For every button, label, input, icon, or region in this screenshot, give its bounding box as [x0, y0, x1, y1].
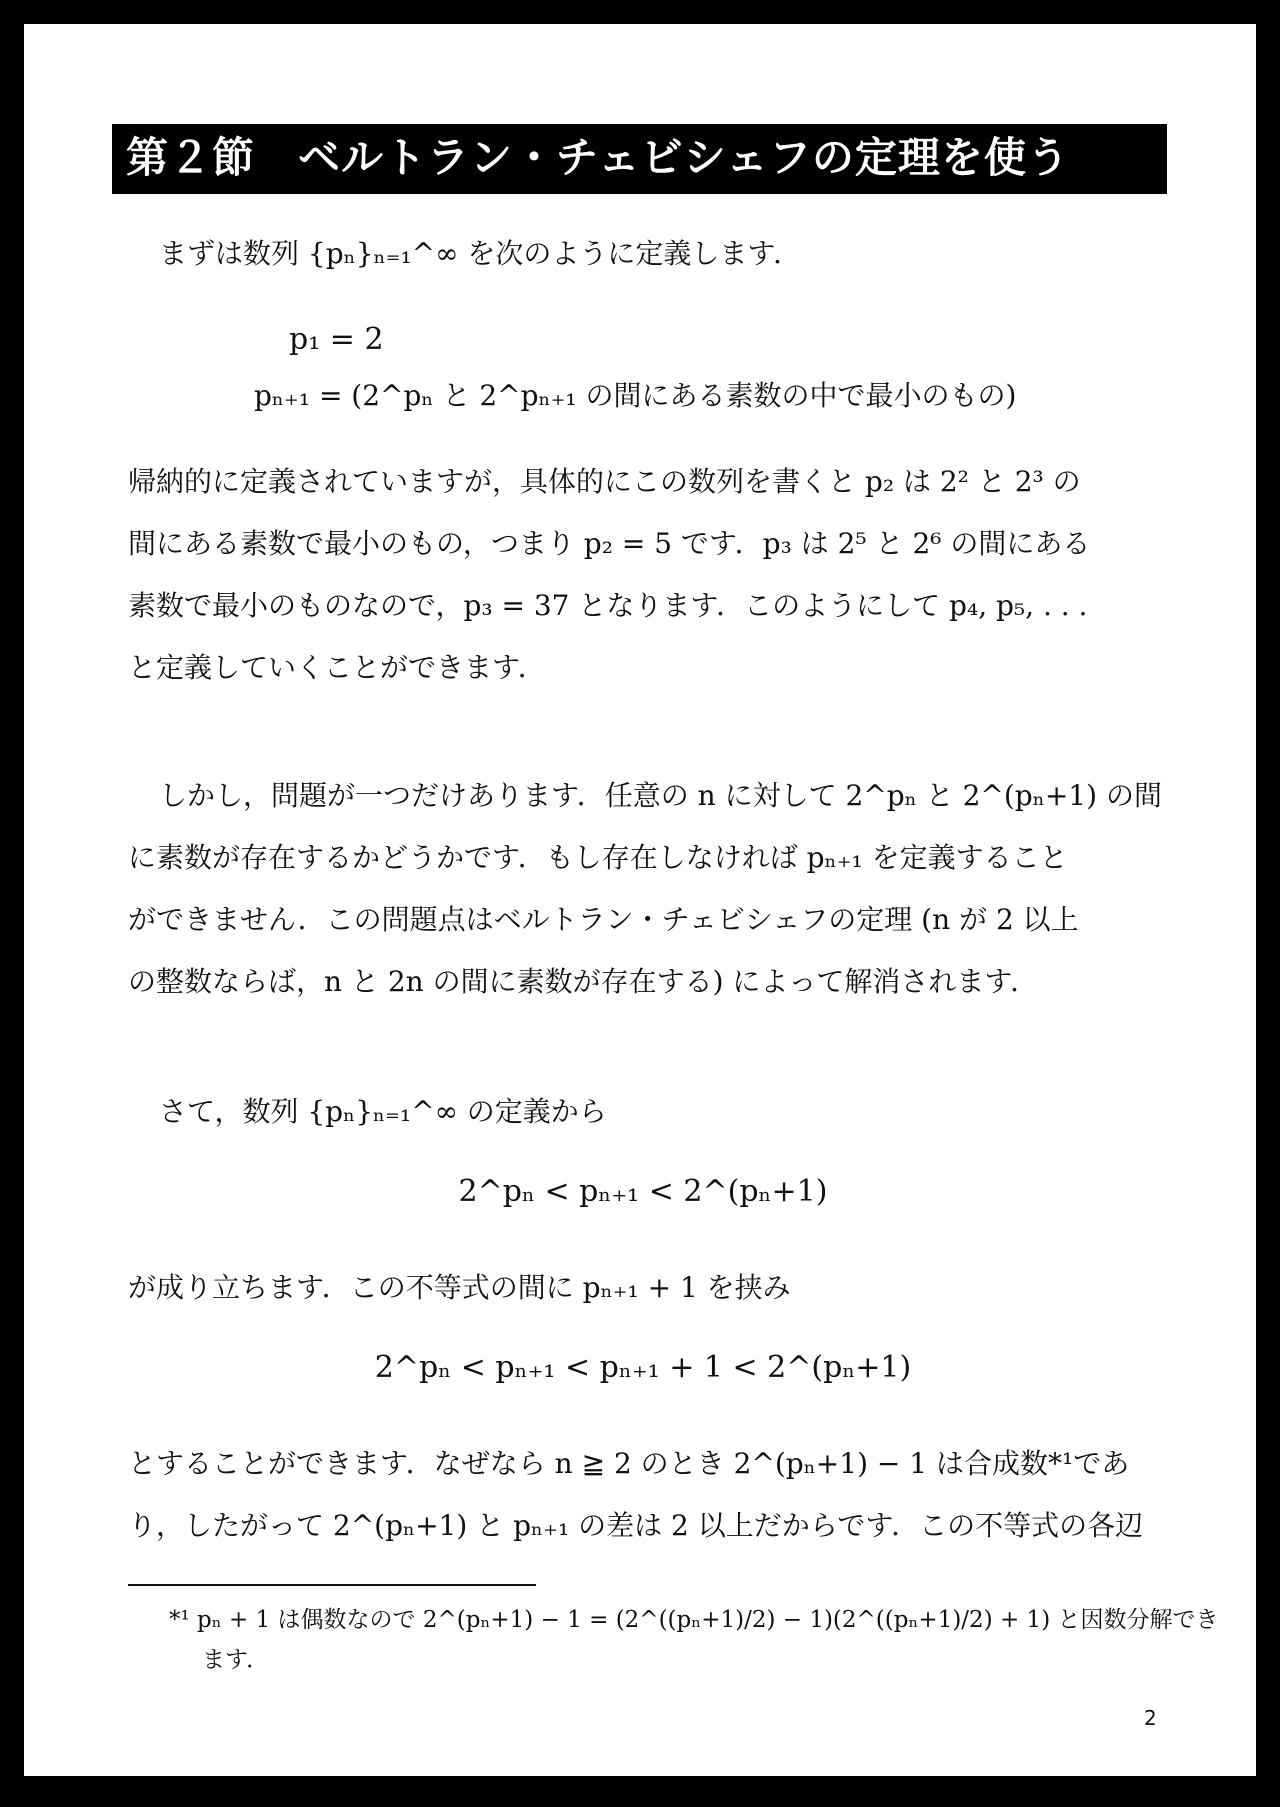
- paragraph3-line-4: の整数ならば，n と 2n の間に素数が存在する) によって解消されます．: [128, 965, 1039, 998]
- footnote-rule: [128, 1584, 536, 1586]
- paragraph2-line-4: と定義していくことができます．: [128, 651, 546, 684]
- paragraph3-line-2: に素数が存在するかどうかです．もし存在しなければ pₙ₊₁ を定義すること: [128, 841, 1068, 874]
- paragraph1-line: まずは数列 {pₙ}ₙ₌₁^∞ を次のように定義します．: [159, 237, 802, 270]
- document-page: [24, 24, 1256, 1776]
- paragraph4-line-3: とすることができます．なぜなら n ≧ 2 のとき 2^(pₙ+1) − 1 は合成数*¹であ: [128, 1447, 1130, 1480]
- paragraph2-line-2: 間にある素数で最小のもの，つまり p₂ = 5 です．p₃ は 2⁵ と 2⁶ の間にある: [128, 527, 1091, 560]
- definition-equation-1: p₁ = 2: [289, 322, 384, 357]
- paragraph2-line-1: 帰納的に定義されていますが，具体的にこの数列を書くと p₂ は 2² と 2³ の: [128, 465, 1081, 498]
- paragraph3-line-1: しかし，問題が一つだけあります．任意の n に対して 2^pₙ と 2^(pₙ+1) の間: [159, 779, 1162, 812]
- footnote-line-2: ます．: [202, 1647, 270, 1673]
- footnote-line-1: *¹ pₙ + 1 は偶数なので 2^(pₙ+1) − 1 = (2^((pₙ+1)/2) − 1)(2^((pₙ+1)/2) + 1) と因数分解でき: [169, 1607, 1219, 1633]
- paragraph2-line-3: 素数で最小のものなので，p₃ = 37 となります．このようにして p₄, p₅, . . .: [128, 589, 1088, 622]
- paragraph4-line-4: り，したがって 2^(pₙ+1) と pₙ₊₁ の差は 2 以上だからです．この不等式の各辺: [128, 1509, 1144, 1542]
- section-header-bar: [112, 124, 1167, 194]
- section-title: 第２節 ベルトラン・チェビシェフの定理を使う: [126, 133, 1070, 182]
- paragraph4-line-1: さて，数列 {pₙ}ₙ₌₁^∞ の定義から: [159, 1095, 607, 1128]
- inequality-2: 2^pₙ < pₙ₊₁ < pₙ₊₁ + 1 < 2^(pₙ+1): [374, 1350, 912, 1385]
- definition-equation-2: pₙ₊₁ = (2^pₙ と 2^pₙ₊₁ の間にある素数の中で最小のもの): [254, 379, 1017, 412]
- paragraph3-line-3: ができません．この問題点はベルトラン・チェビシェフの定理 (n が 2 以上: [128, 903, 1079, 936]
- page-number: 2: [1144, 1706, 1157, 1730]
- inequality-1: 2^pₙ < pₙ₊₁ < 2^(pₙ+1): [458, 1174, 828, 1209]
- paragraph4-line-2: が成り立ちます．この不等式の間に pₙ₊₁ + 1 を挟み: [128, 1271, 791, 1304]
